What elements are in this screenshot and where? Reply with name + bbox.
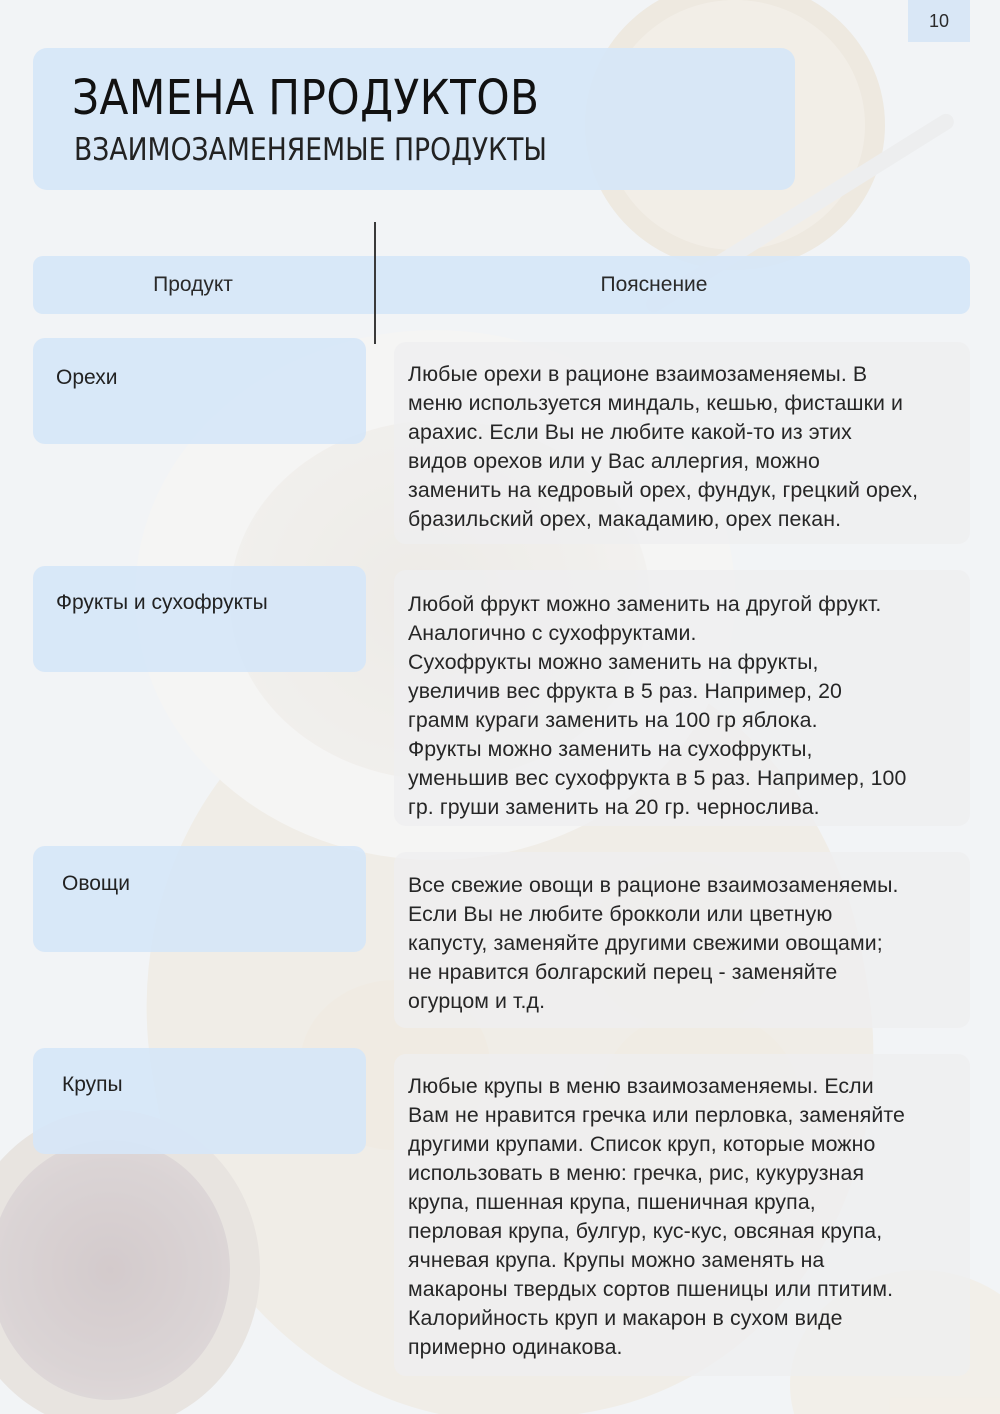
header-explanation: Пояснение [600,273,708,296]
product-cell-grains [33,1048,366,1154]
explanation-text: Любые крупы в меню взаимозаменяемы. Если Вам не нравится гречка или перловка, заменяйте другими крупами. Список круп, которые можно использовать в меню: гречка, рис, кукурузная крупа, пшенная крупа, пшеничная крупа, перловая крупа, булгур, кус-кус, овсяная крупа, ячневая крупа. Крупы можно заменять на макароны твердых сортов пшеницы или птитим. Калорийность круп и макарон в сухом виде примерно одинакова. [408,1074,905,1359]
product-cell-fruits [33,566,366,672]
product-label: Фрукты и сухофрукты [56,591,268,614]
product-label: Овощи [62,872,130,895]
page-title: ЗАМЕНА ПРОДУКТОВ [72,70,540,126]
product-label: Орехи [56,366,118,389]
page-subtitle: ВЗАИМОЗАМЕНЯЕМЫЕ ПРОДУКТЫ [74,132,547,168]
page-number: 10 [908,0,970,42]
header-product: Продукт [153,273,233,296]
explanation-text: Все свежие овощи в рационе взаимозаменяемы. Если Вы не любите брокколи или цветную капусту, заменяйте другими свежими овощами; не нравится болгарский перец - заменяйте огурцом и т.д. [408,873,899,1013]
product-cell-vegetables [33,846,366,952]
product-label: Крупы [62,1073,123,1096]
product-cell-nuts [33,338,366,444]
explanation-text: Любой фрукт можно заменить на другой фрукт. Аналогично с сухофруктами. Сухофрукты можно заменить на фрукты, увеличив вес фрукта в 5 раз. Например, 20 грамм кураги заменить на 100 гр яблока. Фрукты можно заменить на сухофрукты, уменьшив вес сухофрукта в 5 раз. Например, 100 гр. груши заменить на 20 гр. чернослива. [408,592,907,819]
explanation-text: Любые орехи в рационе взаимозаменяемы. В меню используется миндаль, кешью, фисташки и арахис. Если Вы не любите какой-то из этих видов орехов или у Вас аллергия, можно заменить на кедровый орех, фундук, грецкий орех, бразильский орех, макадамию, орех пекан. [408,362,919,531]
